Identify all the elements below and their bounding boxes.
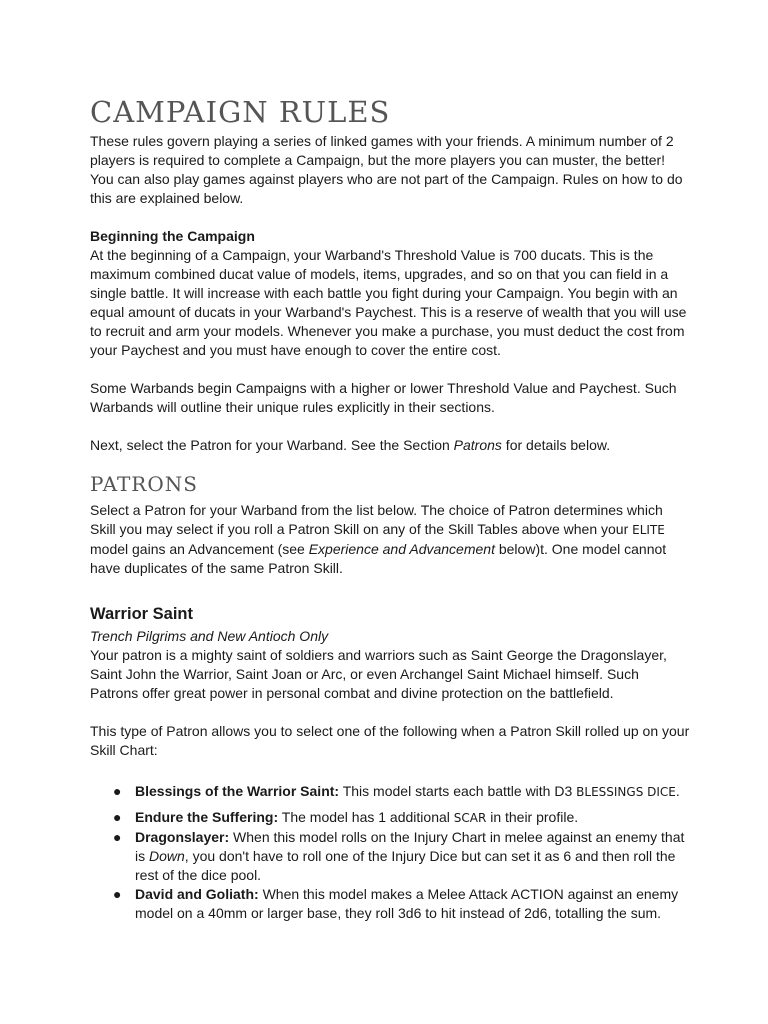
blessings-dice-keyword: BLESSINGS DICE [576, 785, 676, 799]
campaign-rules-title: CAMPAIGN RULES [90, 95, 391, 129]
experience-reference: Experience and Advancement [308, 541, 495, 557]
bullet-icon: ● [113, 829, 122, 845]
campaign-intro: These rules govern playing a series of linked games with your friends. A minimum number of 2 players is required to complete a Campaign, but the more players you can muster, the better! You can also play games against players who are not part of the Campaign. Rules on how to do this are explained below. [90, 133, 683, 206]
threshold-paragraph: Some Warbands begin Campaigns with a higher or lower Threshold Value and Paychest. Such Warbands will outline their unique rules explicitly in their sections. [90, 380, 677, 415]
skill-name: David and Goliath: [135, 886, 259, 902]
beginning-campaign-heading: Beginning the Campaign [90, 228, 255, 244]
down-status: Down [149, 848, 185, 864]
skill-name: Dragonslayer: [135, 829, 230, 845]
patron-skill-select-text: This type of Patron allows you to select one of the following when a Patron Skill rolled up on your Skill Chart: [90, 723, 690, 758]
list-item: ● Dragonslayer: When this model rolls on the Injury Chart in melee against an enemy that is Down, you don't have to roll one of the Injury Dice but can set it as 6 and then roll the rest of the dice pool. [113, 829, 685, 883]
list-item: ● Blessings of the Warrior Saint: This model starts each battle with D3 BLESSINGS DICE. [113, 783, 680, 799]
beginning-campaign-text: At the beginning of a Campaign, your Warband's Threshold Value is 700 ducats. This is the maximum combined ducat value of models, items, upgrades, and so on that you can field in a single battle. It will increase with each battle you fight during your Campaign. You begin with an equal amount of ducats in your Warband's Paychest. This is a reserve of wealth that you will use to recruit and arm your models. Whenever you make a purchase, you must deduct the cost from your Paychest and you must have enough to cover the entire cost. [90, 247, 687, 358]
elite-keyword: ELITE [632, 523, 665, 537]
patrons-intro: Select a Patron for your Warband from the list below. The choice of Patron determines which Skill you may select if you roll a Patron Skill on any of the Skill Tables above when your ELITE model gains an Advancement (see Experience and Advancement below)t. One model cannot have duplicates of the same Patron Skill. [90, 502, 667, 576]
list-item: ● Endure the Suffering: The model has 1 additional SCAR in their profile. [113, 809, 579, 825]
warrior-saint-description: Your patron is a mighty saint of soldiers and warriors such as Saint George the Dragonslayer, Saint John the Warrior, Saint Joan or Arc, or even Archangel Saint Michael himself. Such Patrons offer great power in personal combat and divine protection on the battlefield. [90, 647, 667, 701]
patrons-title: PATRONS [90, 472, 198, 496]
scar-keyword: SCAR [453, 811, 487, 825]
patron-skills-list [90, 782, 690, 923]
warrior-saint-subtitle: Trench Pilgrims and New Antioch Only [90, 628, 329, 644]
bullet-icon: ● [113, 886, 122, 902]
skill-name: Blessings of the Warrior Saint: [135, 783, 340, 799]
bullet-icon: ● [113, 783, 122, 799]
warrior-saint-heading: Warrior Saint [90, 605, 193, 623]
next-select-patron: Next, select the Patron for your Warband. See the Section Patrons for details below. [90, 437, 611, 453]
list-item: ● David and Goliath: When this model makes a Melee Attack ACTION against an enemy model on a 40mm or larger base, they roll 3d6 to hit instead of 2d6, totalling the sum. [113, 886, 679, 921]
skill-name: Endure the Suffering: [135, 809, 279, 825]
bullet-icon: ● [113, 809, 122, 825]
document-content [90, 92, 690, 923]
patrons-reference: Patrons [453, 437, 502, 453]
